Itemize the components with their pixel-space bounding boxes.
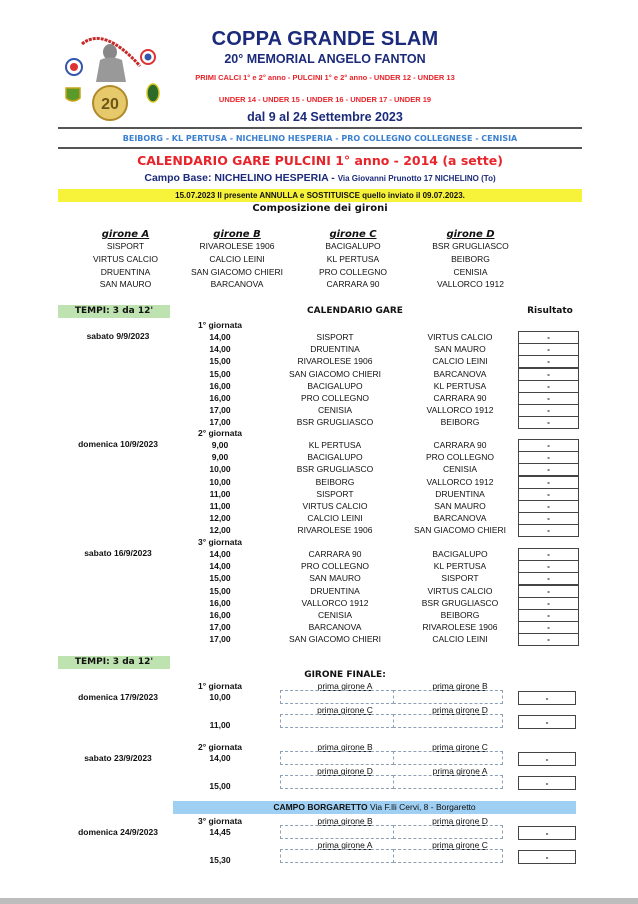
home-team: BSR GRUGLIASCO — [296, 464, 374, 475]
result-cell[interactable]: - — [518, 548, 579, 561]
final-home-label: prima girone A — [317, 840, 373, 850]
home-team: BARCANOVA — [308, 622, 362, 633]
result-cell[interactable]: - — [518, 621, 579, 634]
result-cell[interactable]: - — [518, 633, 579, 646]
group-title: girone C — [329, 229, 377, 240]
final-round-day: sabato 23/9/2023 — [84, 753, 152, 763]
final-away-slot[interactable] — [393, 690, 503, 704]
final-away-slot[interactable] — [393, 714, 503, 728]
round-label: 1° giornata — [197, 320, 243, 330]
match-row — [180, 524, 580, 536]
home-team: CENISIA — [317, 405, 352, 416]
match-time: 12,00 — [209, 525, 231, 536]
group-team: PRO COLLEGNO — [318, 266, 388, 277]
campo-base-label: Campo Base: NICHELINO HESPERIA - — [144, 172, 338, 184]
final-home-label: prima girone A — [317, 681, 373, 691]
away-team: CARRARA 90 — [433, 440, 487, 450]
away-team: BARCANOVA — [433, 368, 487, 379]
result-cell[interactable]: - — [518, 368, 579, 381]
result-cell[interactable]: - — [518, 488, 579, 501]
match-time: 16,00 — [209, 380, 231, 391]
groups-composition — [68, 229, 558, 291]
match-row — [180, 560, 580, 572]
home-team: RIVAROLESE 1906 — [297, 356, 373, 367]
final-away-label: prima girone C — [432, 840, 488, 850]
away-team: PRO COLLEGNO — [425, 452, 495, 463]
away-team: SAN GIACOMO CHIERI — [413, 525, 507, 536]
result-cell[interactable]: - — [518, 476, 579, 489]
result-cell[interactable]: - — [518, 380, 579, 393]
match-row — [180, 343, 580, 355]
match-time: 11,00 — [209, 488, 231, 499]
home-team: VALLORCO 1912 — [301, 597, 369, 608]
away-team: CENISIA — [442, 464, 477, 475]
group-team: SAN MAURO — [99, 279, 152, 290]
match-time: 10,00 — [209, 476, 231, 487]
match-row — [180, 476, 580, 488]
match-time: 16,00 — [209, 610, 231, 620]
final-away-label: prima girone D — [432, 705, 488, 715]
final-round-label: 2° giornata — [197, 742, 243, 752]
group-team: VALLORCO 1912 — [437, 279, 504, 290]
match-row — [180, 500, 580, 512]
match-row — [180, 633, 580, 645]
group-team: CARRARA 90 — [326, 279, 380, 290]
group-title: girone D — [446, 229, 495, 240]
match-row — [180, 572, 580, 584]
final-home-label: prima girone B — [317, 816, 373, 826]
result-cell[interactable]: - — [518, 404, 579, 417]
match-time: 15,00 — [209, 368, 231, 379]
away-team: VIRTUS CALCIO — [427, 585, 493, 596]
group-team: VIRTUS CALCIO — [92, 253, 159, 264]
final-home-slot[interactable] — [280, 775, 394, 789]
organizing-clubs: BEIBORG - KL PERTUSA - NICHELINO HESPERIA - PRO COLLEGNO COLLEGNESE - CENISIA — [122, 134, 518, 143]
away-team: VIRTUS CALCIO — [427, 332, 493, 342]
schedule-title: CALENDARIO GARE — [307, 306, 403, 316]
final-home-slot[interactable] — [280, 825, 394, 839]
round-day: sabato 9/9/2023 — [86, 331, 150, 341]
categories-line-1: PRIMI CALCI 1° e 2° anno - PULCINI 1° e 2° anno - UNDER 12 - UNDER 13 — [195, 73, 455, 82]
final-home-slot[interactable] — [280, 849, 394, 863]
round-day: domenica 10/9/2023 — [78, 439, 158, 449]
final-home-slot[interactable] — [280, 690, 394, 704]
away-team: KL PERTUSA — [433, 561, 487, 572]
home-team: VIRTUS CALCIO — [302, 501, 368, 511]
campo-borgaretto-bar — [173, 801, 576, 814]
round-label: 2° giornata — [197, 428, 243, 438]
match-time: 15,00 — [209, 585, 231, 596]
home-team: SISPORT — [316, 488, 354, 499]
home-team: CARRARA 90 — [308, 549, 362, 559]
result-cell[interactable]: - — [518, 524, 579, 537]
final-round-label: 1° giornata — [197, 681, 243, 691]
group-d — [413, 229, 528, 291]
result-cell[interactable]: - — [518, 572, 579, 585]
tournament-title: COPPA GRANDE SLAM — [211, 28, 439, 50]
calendar-title: CALENDARIO GARE PULCINI 1° anno - 2014 (a sette) — [137, 153, 503, 168]
home-team: BSR GRUGLIASCO — [296, 417, 374, 428]
group-team: DRUENTINA — [100, 266, 151, 277]
match-row — [180, 609, 580, 621]
home-team: SAN GIACOMO CHIERI — [288, 368, 382, 379]
final-away-slot[interactable] — [393, 849, 503, 863]
home-team: KL PERTUSA — [308, 440, 362, 450]
round-day: sabato 16/9/2023 — [84, 548, 152, 558]
final-away-slot[interactable] — [393, 775, 503, 789]
result-cell[interactable]: - — [518, 597, 579, 610]
match-row — [180, 548, 580, 560]
result-cell[interactable]: - — [518, 331, 579, 344]
final-tempi-label: TEMPI: 3 da 12' — [58, 656, 170, 669]
away-team: VALLORCO 1912 — [426, 405, 494, 416]
group-title: girone B — [213, 229, 261, 240]
home-team: SISPORT — [316, 332, 354, 342]
home-team: CENISIA — [317, 610, 352, 620]
final-match-time: 14,45 — [209, 827, 231, 837]
match-row — [180, 368, 580, 380]
match-time: 12,00 — [209, 513, 231, 524]
campo-base — [58, 172, 582, 184]
final-away-slot[interactable] — [393, 751, 503, 765]
match-row — [180, 463, 580, 475]
match-row — [180, 488, 580, 500]
page-shadow — [0, 898, 638, 904]
result-cell[interactable]: - — [518, 560, 579, 573]
match-time: 14,00 — [209, 549, 231, 559]
result-header: Risultato — [527, 306, 573, 316]
result-cell[interactable]: - — [518, 392, 579, 405]
match-row — [180, 404, 580, 416]
away-team: BARCANOVA — [433, 513, 487, 524]
round-label: 3° giornata — [197, 537, 243, 547]
group-a — [68, 229, 183, 291]
away-team: CALCIO LEINI — [432, 356, 488, 367]
final-away-label: prima girone C — [432, 742, 488, 752]
away-team: SAN MAURO — [434, 344, 486, 355]
group-team: KL PERTUSA — [326, 253, 380, 264]
match-row — [180, 585, 580, 597]
svg-text:20: 20 — [101, 96, 119, 113]
match-time: 17,00 — [209, 634, 231, 645]
match-row — [180, 392, 580, 404]
result-cell[interactable]: - — [518, 512, 579, 525]
group-team: SISPORT — [106, 241, 145, 251]
match-time: 14,00 — [209, 344, 231, 355]
away-team: CARRARA 90 — [433, 393, 487, 403]
away-team: KL PERTUSA — [433, 380, 487, 391]
result-cell[interactable]: - — [518, 500, 579, 513]
home-team: DRUENTINA — [310, 344, 360, 355]
result-cell[interactable]: - — [518, 585, 579, 598]
final-home-label: prima girone B — [317, 742, 373, 752]
final-match-time: 10,00 — [209, 692, 231, 702]
group-b — [181, 229, 293, 291]
home-team: BEIBORG — [315, 476, 355, 487]
match-row — [180, 451, 580, 463]
group-team: BSR GRUGLIASCO — [432, 241, 509, 251]
result-cell[interactable]: - — [518, 355, 579, 368]
away-team: RIVAROLESE 1906 — [422, 622, 498, 633]
group-team: SAN GIACOMO CHIERI — [190, 266, 284, 277]
final-home-label: prima girone C — [317, 705, 373, 715]
result-cell[interactable]: - — [518, 343, 579, 356]
match-time: 15,00 — [209, 356, 231, 367]
away-team: BEIBORG — [440, 610, 480, 620]
match-row — [180, 416, 580, 428]
borgaretto-name: CAMPO BORGARETTO — [273, 802, 368, 812]
group-team: CENISIA — [453, 266, 488, 277]
home-team: BACIGALUPO — [307, 380, 363, 391]
match-row — [180, 331, 580, 343]
borgaretto-address: Via F.lli Cervi, 8 - Borgaretto — [367, 802, 476, 812]
divider — [58, 147, 582, 149]
final-away-label: prima girone D — [432, 816, 488, 826]
group-team: BEIBORG — [451, 253, 490, 264]
divider — [58, 127, 582, 129]
final-away-slot[interactable] — [393, 825, 503, 839]
home-team: CALCIO LEINI — [307, 513, 363, 524]
tempi-label: TEMPI: 3 da 12' — [58, 305, 170, 318]
match-row — [180, 512, 580, 524]
final-match-time: 15,30 — [209, 855, 231, 865]
categories-line-2: UNDER 14 - UNDER 15 - UNDER 16 - UNDER 17 - UNDER 19 — [218, 95, 432, 104]
final-result-cell[interactable]: - — [518, 691, 576, 705]
final-away-label: prima girone B — [432, 681, 488, 691]
home-team: SAN GIACOMO CHIERI — [288, 634, 382, 645]
final-result-cell[interactable]: - — [518, 715, 576, 729]
final-round-day: domenica 24/9/2023 — [78, 827, 158, 837]
away-team: VALLORCO 1912 — [426, 476, 494, 487]
result-cell[interactable]: - — [518, 416, 579, 429]
final-home-slot[interactable] — [280, 751, 394, 765]
away-team: BSR GRUGLIASCO — [421, 597, 499, 608]
final-result-cell[interactable]: - — [518, 850, 576, 864]
final-home-label: prima girone D — [317, 766, 373, 776]
match-time: 11,00 — [209, 501, 231, 511]
result-cell[interactable]: - — [518, 463, 579, 476]
final-match-time: 14,00 — [209, 753, 231, 763]
match-time: 15,00 — [209, 573, 231, 584]
match-time: 16,00 — [209, 597, 231, 608]
away-team: BACIGALUPO — [432, 549, 488, 559]
result-cell[interactable]: - — [518, 439, 579, 452]
match-time: 9,00 — [211, 452, 229, 463]
final-title: GIRONE FINALE: — [304, 670, 386, 680]
home-team: SAN MAURO — [309, 573, 361, 584]
match-time: 17,00 — [209, 405, 231, 416]
away-team: DRUENTINA — [435, 488, 485, 499]
match-time: 17,00 — [209, 417, 231, 428]
match-time: 14,00 — [209, 561, 231, 572]
final-match-time: 15,00 — [209, 781, 231, 791]
home-team: PRO COLLEGNO — [300, 561, 370, 572]
composition-title: Composizione dei gironi — [252, 203, 388, 214]
group-team: BACIGALUPO — [325, 241, 381, 251]
away-team: SISPORT — [441, 573, 479, 584]
match-row — [180, 380, 580, 392]
final-round-label: 3° giornata — [197, 816, 243, 826]
home-team: DRUENTINA — [310, 585, 360, 596]
match-time: 10,00 — [209, 464, 231, 475]
match-row — [180, 597, 580, 609]
match-time: 14,00 — [209, 332, 231, 342]
match-time: 16,00 — [209, 393, 231, 403]
match-row — [180, 355, 580, 367]
final-away-label: prima girone A — [432, 766, 488, 776]
home-team: BACIGALUPO — [307, 452, 363, 463]
final-result-cell[interactable]: - — [518, 776, 576, 790]
match-row — [180, 439, 580, 451]
final-home-slot[interactable] — [280, 714, 394, 728]
final-result-cell[interactable]: - — [518, 752, 576, 766]
tournament-subtitle: 20° MEMORIAL ANGELO FANTON — [224, 52, 426, 66]
match-time: 17,00 — [209, 622, 231, 633]
campo-base-address: Via Giovanni Prunotto 17 NICHELINO (To) — [337, 174, 496, 183]
match-time: 9,00 — [211, 440, 229, 450]
group-team: CALCIO LEINI — [209, 253, 265, 264]
match-row — [180, 621, 580, 633]
tournament-dates: dal 9 al 24 Settembre 2023 — [247, 110, 403, 124]
result-cell[interactable]: - — [518, 609, 579, 622]
group-team: BARCANOVA — [210, 279, 264, 290]
away-team: BEIBORG — [440, 417, 480, 428]
notice-banner: 15.07.2023 Il presente ANNULLA e SOSTITUISCE quello inviato il 09.07.2023. — [58, 189, 582, 202]
home-team: RIVAROLESE 1906 — [297, 525, 373, 536]
home-team: PRO COLLEGNO — [300, 393, 370, 403]
result-cell[interactable]: - — [518, 451, 579, 464]
group-team: RIVAROLESE 1906 — [199, 241, 275, 251]
final-round-day: domenica 17/9/2023 — [78, 692, 158, 702]
group-title: girone A — [101, 229, 150, 240]
final-match-time: 11,00 — [209, 720, 231, 730]
away-team: SAN MAURO — [434, 501, 486, 511]
group-c — [293, 229, 413, 291]
final-result-cell[interactable]: - — [518, 826, 576, 840]
away-team: CALCIO LEINI — [432, 634, 488, 645]
